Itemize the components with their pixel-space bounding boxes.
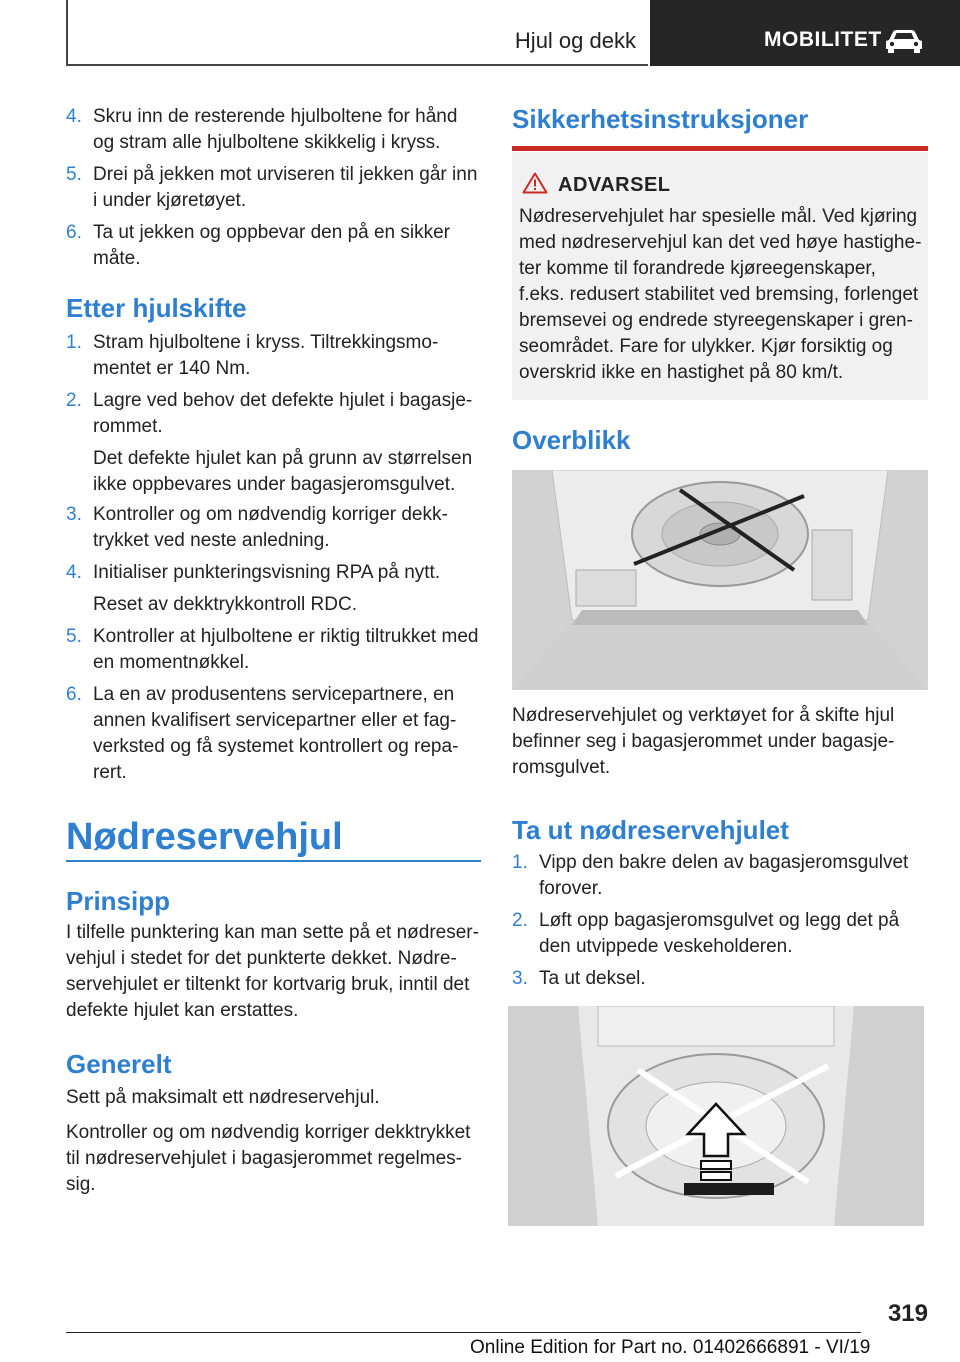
step-text: Løft opp bagasjeromsgulvet og legg det på den utvippede veskeholderen. xyxy=(539,910,900,957)
step-number: 6. xyxy=(66,222,82,243)
general-text-1: Sett på maksimalt ett nødreservehjul. xyxy=(66,1087,380,1108)
step-number: 1. xyxy=(512,852,528,873)
trunk-overview-image xyxy=(512,470,928,690)
remove-cover-image xyxy=(508,1006,924,1226)
list-item xyxy=(66,162,481,214)
step-text: Ta ut jekken og oppbevar den på en sikker måte. xyxy=(93,222,451,269)
step-number: 3. xyxy=(512,968,528,989)
step-text: Initialiser punkteringsvisning RPA på nytt. xyxy=(93,562,441,583)
step-number: 4. xyxy=(66,562,82,583)
step-text: Stram hjulboltene i kryss. Tiltrekkingsmomentet er 140 Nm. xyxy=(93,332,439,379)
step-note: Det defekte hjulet kan på grunn av størrelsen ikke oppbevares under bagasjeromsgulvet. xyxy=(93,448,473,495)
heading-safety: Sikkerhetsinstruksjoner xyxy=(512,104,809,134)
step-number: 2. xyxy=(512,910,528,931)
list-item xyxy=(66,560,481,620)
step-text: Skru inn de resterende hjulboltene for hånd og stram alle hjulboltene skikkelig i kryss. xyxy=(93,106,458,153)
general-text-2: Kontroller og om nødvendig korriger dekktrykket til nødreservehjulet i bagasjerommet regelmessig. xyxy=(66,1122,471,1195)
chapter-title: MOBILITET xyxy=(764,28,882,51)
heading-rule xyxy=(66,860,481,862)
warning-title: ADVARSEL xyxy=(558,174,671,196)
list-item xyxy=(512,850,928,902)
list-item xyxy=(512,966,928,992)
section-title: Hjul og dekk xyxy=(514,28,636,53)
list-item xyxy=(66,330,481,382)
list-item xyxy=(66,388,481,498)
heading-after-wheel-change: Etter hjulskifte xyxy=(66,293,247,323)
step-number: 1. xyxy=(66,332,82,353)
heading-general: Generelt xyxy=(66,1049,172,1079)
car-icon xyxy=(883,28,925,54)
step-number: 5. xyxy=(66,164,82,185)
step-number: 5. xyxy=(66,626,82,647)
header-divider xyxy=(66,0,68,66)
step-text: Drei på jekken mot urviseren til jekken går inn i under kjøretøyet. xyxy=(93,164,478,211)
step-number: 4. xyxy=(66,106,82,127)
heading-overview: Overblikk xyxy=(512,425,631,455)
list-item xyxy=(66,624,481,676)
trunk-cover-illustration xyxy=(508,1006,924,1226)
overview-text: Nødreservehjulet og verktøyet for å skifte hjul befinner seg i bagasjerommet under bagasjeromsgulvet. xyxy=(512,705,895,778)
list-item xyxy=(66,682,481,786)
heading-remove-spare: Ta ut nødreservehjulet xyxy=(512,815,789,845)
step-text: Lagre ved behov det defekte hjulet i bagasjerommet. xyxy=(93,390,473,437)
step-text: Kontroller og om nødvendig korriger dekktrykket ved neste anledning. xyxy=(93,504,448,551)
trunk-illustration xyxy=(512,470,928,690)
warning-text: Nødreservehjulet har spesielle mål. Ved kjøring med nødreservehjul kan det ved høye hastigheter komme til forandrede kjøreegenskaper, f.eks. redusert stabilitet ved bremsing, forlenget bremsevei og endrede styreegenskaper i grenseområdet. Fare for ulykker. Kjør forsiktig og overskrid ikke en hastighet på 80 km/t. xyxy=(519,206,922,383)
step-text: Kontroller at hjulboltene er riktig tiltrukket med en momentnøkkel. xyxy=(93,626,479,673)
list-item xyxy=(512,908,928,960)
page-number: 319 xyxy=(887,1300,928,1327)
warning-rule xyxy=(512,146,928,151)
header-underline xyxy=(66,64,648,66)
footer-rule xyxy=(66,1332,861,1333)
step-number: 6. xyxy=(66,684,82,705)
warning-box xyxy=(512,152,928,400)
step-note: Reset av dekktrykkontroll RDC. xyxy=(93,594,357,615)
list-item xyxy=(66,502,481,554)
step-text: Vipp den bakre delen av bagasjeromsgulvet forover. xyxy=(539,852,909,899)
edition-text: Online Edition for Part no. 01402666891 - VI/19 xyxy=(470,1337,871,1358)
heading-principle: Prinsipp xyxy=(66,886,171,916)
principle-text: I tilfelle punktering kan man sette på et nødreservehjul i stedet for det punkterte dekket. Nødreservehjulet er tiltenkt for kortvarig bruk, inntil det defekte hjulet kan erstattes. xyxy=(66,922,479,1021)
step-text: La en av produsentens servicepartnere, en annen kvalifisert servicepartner eller et fagverksted og få systemet kontrollert og reparert. xyxy=(93,684,459,783)
list-item xyxy=(66,104,481,156)
main-heading: Nødreservehjul xyxy=(66,816,343,858)
warning-triangle-icon xyxy=(522,172,548,194)
step-text: Ta ut deksel. xyxy=(539,968,646,989)
step-number: 3. xyxy=(66,504,82,525)
list-item xyxy=(66,220,481,272)
step-number: 2. xyxy=(66,390,82,411)
